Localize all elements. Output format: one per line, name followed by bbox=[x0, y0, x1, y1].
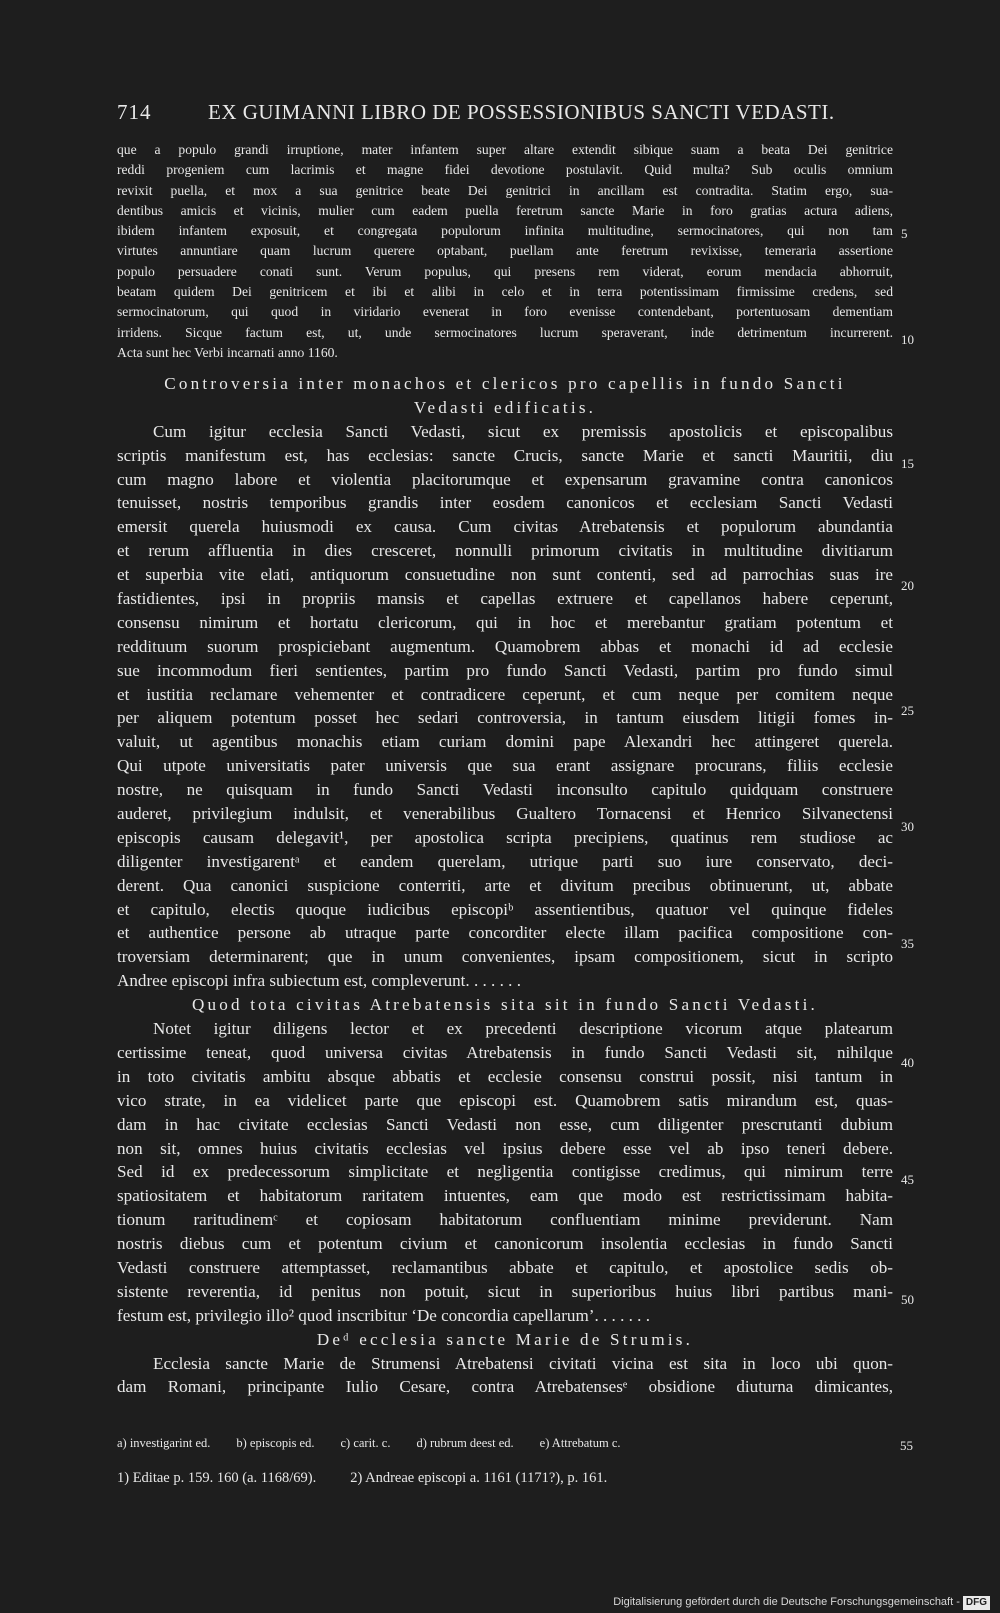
text-line: spatiositatem et habitatorum raritatem intuentes, eam que modo est restrictissimam habita- bbox=[117, 1186, 893, 1206]
digitization-banner bbox=[613, 1591, 990, 1613]
page-number: 714 bbox=[117, 100, 152, 124]
text-line: troversiam determinarent; que in unum convenientes, ipsam compositionem, sicut in scripto bbox=[117, 947, 893, 967]
dfg-logo: DFG bbox=[963, 1596, 990, 1610]
text-line: sermocinatorum, qui quod in viridario evenerat in foro evenisse contendebant, portentuosam dementiam bbox=[117, 304, 893, 320]
margin-line-number: 5 bbox=[901, 226, 908, 241]
text-line: Cum igitur ecclesia Sancti Vedasti, sicut ex premissis apostolicis et episcopalibus bbox=[153, 421, 893, 441]
text-line: dam in hac civitate ecclesias Sancti Vedasti non esse, cum diligenter prescrutanti dubium bbox=[117, 1114, 893, 1134]
text-line: que a populo grandi irruptione, mater infantem super altare extendit sibique suam a beata Dei genitrice bbox=[117, 142, 893, 157]
source-footnotes bbox=[117, 1470, 641, 1487]
text-line: Sed id ex predecessorum simplicitate et negligentia contigisse credimus, qui nimirum terre bbox=[117, 1162, 893, 1182]
footnote: 2) Andreae episcopi a. 1161 (1171?), p. 161. bbox=[350, 1470, 608, 1486]
text-line: reddi progeniem cum lacrimis et magne fidei devotione postulavit. Quid multa? Sub oculis omnium bbox=[117, 162, 893, 178]
text-line: irridens. Sicque factum est, ut, unde sermocinatores lucrum speraverant, inde detrimentum incurrerent. bbox=[117, 324, 893, 340]
text-line: revixit puella, et mox a sua genitrice beate Dei genitrici in ancillam est contradita. Statim ergo, sua- bbox=[117, 182, 893, 198]
text-line: festum est, privilegio illo² quod inscribitur ‘De concordia capellarum’. . . . . . . bbox=[117, 1305, 650, 1325]
text-line: vico strate, in ea videlicet parte que episcopi est. Quamobrem satis mirandum est, quas- bbox=[117, 1090, 893, 1110]
text-line: et authentice persone ab utraque parte concorditer electe illam pacifica compositione con- bbox=[117, 923, 893, 943]
footnote: c) carit. c. bbox=[340, 1436, 391, 1450]
text-line: emersit querela huiusmodi ex causa. Cum civitas Atrebatensis et populorum abundantia bbox=[117, 517, 893, 537]
text-line: Qui utpote universitatis pater universis que sua erant assignare procurans, filiis ecclesie bbox=[117, 756, 893, 776]
text-line: derent. Qua canonici suspicione conterriti, arte et divitum precibus obtinuerunt, ut, abbate bbox=[117, 875, 893, 895]
text-line: episcopis causam delegavit¹, per apostolica scripta precipiens, quatinus rem studiose ac bbox=[117, 827, 893, 847]
margin-line-number: 30 bbox=[901, 819, 914, 834]
main-text bbox=[117, 372, 893, 1399]
text-line: non sit, omnes huius civitatis ecclesias vel ipsius debere esse vel ab ipso teneri debere. bbox=[117, 1138, 893, 1158]
text-line: dentibus amicis et vicinis, mulier cum eadem puella feretrum sancte Marie in foro gratias actura adiens, bbox=[117, 202, 893, 218]
footnote: d) rubrum deest ed. bbox=[416, 1436, 514, 1450]
text-line: et rerum affluentia in dies cresceret, nonnulli primorum civitatis in multitudine divitiarum bbox=[117, 541, 893, 561]
intro-paragraph bbox=[117, 140, 893, 363]
text-line: valuit, ut agentibus monachis etiam curiam domini pape Alexandri hec attingeret querela. bbox=[117, 732, 893, 752]
margin-line-number: 50 bbox=[901, 1292, 914, 1307]
text-line: ibidem infantem exposuit, et congregata populorum infinita multitudine, sermocinatores, qui non tam bbox=[117, 223, 893, 239]
margin-line-number: 40 bbox=[901, 1055, 914, 1070]
section-heading: Vedasti edificatis. bbox=[413, 397, 597, 417]
margin-line-number: 25 bbox=[901, 703, 914, 718]
footnote: e) Attrebatum c. bbox=[539, 1436, 621, 1450]
text-line: tenuisset, nostris temporibus grandis inter eosdem canonicos et ecclesiam Sancti Vedasti bbox=[117, 493, 893, 513]
text-line: Acta sunt hec Verbi incarnati anno 1160. bbox=[117, 344, 338, 360]
text-line: Notet igitur diligens lector et ex precedenti descriptione vicorum atque platearum bbox=[153, 1019, 893, 1039]
margin-line-number: 45 bbox=[901, 1172, 914, 1187]
textual-footnotes bbox=[117, 1436, 917, 1451]
text-line: beatam quidem Dei genitricem et ibi et alibi in celo et in terra potentissimam firmissime credens, sed bbox=[117, 284, 893, 300]
text-line: Ecclesia sancte Marie de Strumensi Atrebatensi civitati vicina est sita in loco ubi quon- bbox=[153, 1353, 893, 1373]
text-line: tionum raritudinemᶜ et copiosam habitatorum confluentiam minime previderunt. Nam bbox=[117, 1210, 893, 1230]
section-heading: Quod tota civitas Atrebatensis sita sit in fundo Sancti Vedasti. bbox=[191, 995, 819, 1015]
text-line: et capitulo, electis quoque iudicibus episcopiᵇ assentientibus, quatuor vel quinque fideles bbox=[117, 899, 893, 919]
footnote: a) investigarint ed. bbox=[117, 1436, 211, 1450]
text-line: per aliquem potentum posset hec sedari controversia, in tantum eiusdem litigii fomes in- bbox=[117, 708, 893, 728]
text-line: virtutes annuntiare quam lucrum querere optabant, puellam ante feretrum revixisse, temeraria assertione bbox=[117, 243, 893, 259]
margin-line-number: 35 bbox=[901, 936, 914, 951]
text-line: Andree episcopi infra subiectum est, compleverunt. . . . . . . bbox=[117, 971, 521, 991]
margin-line-number: 10 bbox=[901, 332, 914, 347]
text-line: sue incommodum fieri sentientes, partim pro fundo Sancti Vedasti, partim pro fundo simul bbox=[117, 660, 893, 680]
running-title: EX GUIMANNI LIBRO DE POSSESSIONIBUS SANCTI VEDASTI. bbox=[208, 100, 835, 124]
text-line: nostris diebus cum et potentum civium et canonicorum insolentia ecclesias in fundo Sancti bbox=[117, 1234, 893, 1254]
text-line: auderet, privilegium indulsit, et venerabilibus Gualtero Tornacensi et Henrico Silvanectensi bbox=[117, 804, 893, 824]
text-line: consensu nimirum et hortatu clericorum, qui in hoc et merebantur gratiam potentum et bbox=[117, 612, 893, 632]
section-heading: Deᵈ ecclesia sancte Marie de Strumis. bbox=[316, 1329, 694, 1349]
text-line: diligenter investigarentᵃ et eandem querelam, utrique parti suo iure conservato, deci- bbox=[117, 851, 893, 871]
text-line: et iustitia reclamare vehementer et contradicere ceperunt, et cum neque per comitem neque bbox=[117, 684, 893, 704]
text-line: in toto civitatis ambitu absque abbatis et ecclesie consensu construi possit, nisi tantum in bbox=[117, 1066, 893, 1086]
margin-line-number: 15 bbox=[901, 456, 914, 471]
footnote: b) episcopis ed. bbox=[236, 1436, 315, 1450]
text-line: dam Romani, principante Iulio Cesare, contra Atrebatensesᵉ obsidione diuturna dimicantes, bbox=[117, 1377, 893, 1397]
text-line: populo persuadere conati sunt. Verum populus, qui presens rem viderat, eorum mendacia abhorruit, bbox=[117, 263, 893, 279]
margin-line-number: 55 bbox=[900, 1438, 913, 1453]
text-line: reddituum suorum prospiciebant augmentum. Quamobrem abbas et monachi id ad ecclesie bbox=[117, 636, 893, 656]
section-heading: Controversia inter monachos et clericos pro capellis in fundo Sancti bbox=[164, 374, 846, 393]
footnote: 1) Editae p. 159. 160 (a. 1168/69). bbox=[117, 1470, 317, 1486]
margin-line-number: 20 bbox=[901, 578, 914, 593]
text-line: Vedasti construere attemptasset, reclamantibus abbate et capitulo, et apostolice sedis ob- bbox=[117, 1257, 893, 1277]
text-line: et superbia vite elati, antiquorum consuetudine non sunt contenti, sed ad parrochias suas ire bbox=[117, 565, 893, 585]
text-line: cum magno labore et violentia placitorumque et expensarum gravamine contra canonicos bbox=[117, 469, 893, 489]
text-line: nostre, ne quisquam in fundo Sancti Vedasti inconsulto capitulo quidquam construere bbox=[117, 780, 893, 800]
text-line: fastidientes, ipsi in propriis mansis et capellas extruere et capellanos habere ceperunt, bbox=[117, 589, 893, 609]
text-line: certissime teneat, quod universa civitas Atrebatensis in fundo Sancti Vedasti sit, nihilque bbox=[117, 1042, 893, 1062]
text-line: scriptis manifestum est, has ecclesias: sancte Crucis, sancte Marie et sancti Mauritii, diu bbox=[117, 445, 893, 465]
text-line: sistente reverentia, id penitus non potuit, sicut in superioribus huius libri partibus mani- bbox=[117, 1281, 893, 1301]
banner-text: Digitalisierung gefördert durch die Deutsche Forschungsgemeinschaft - bbox=[613, 1596, 960, 1608]
